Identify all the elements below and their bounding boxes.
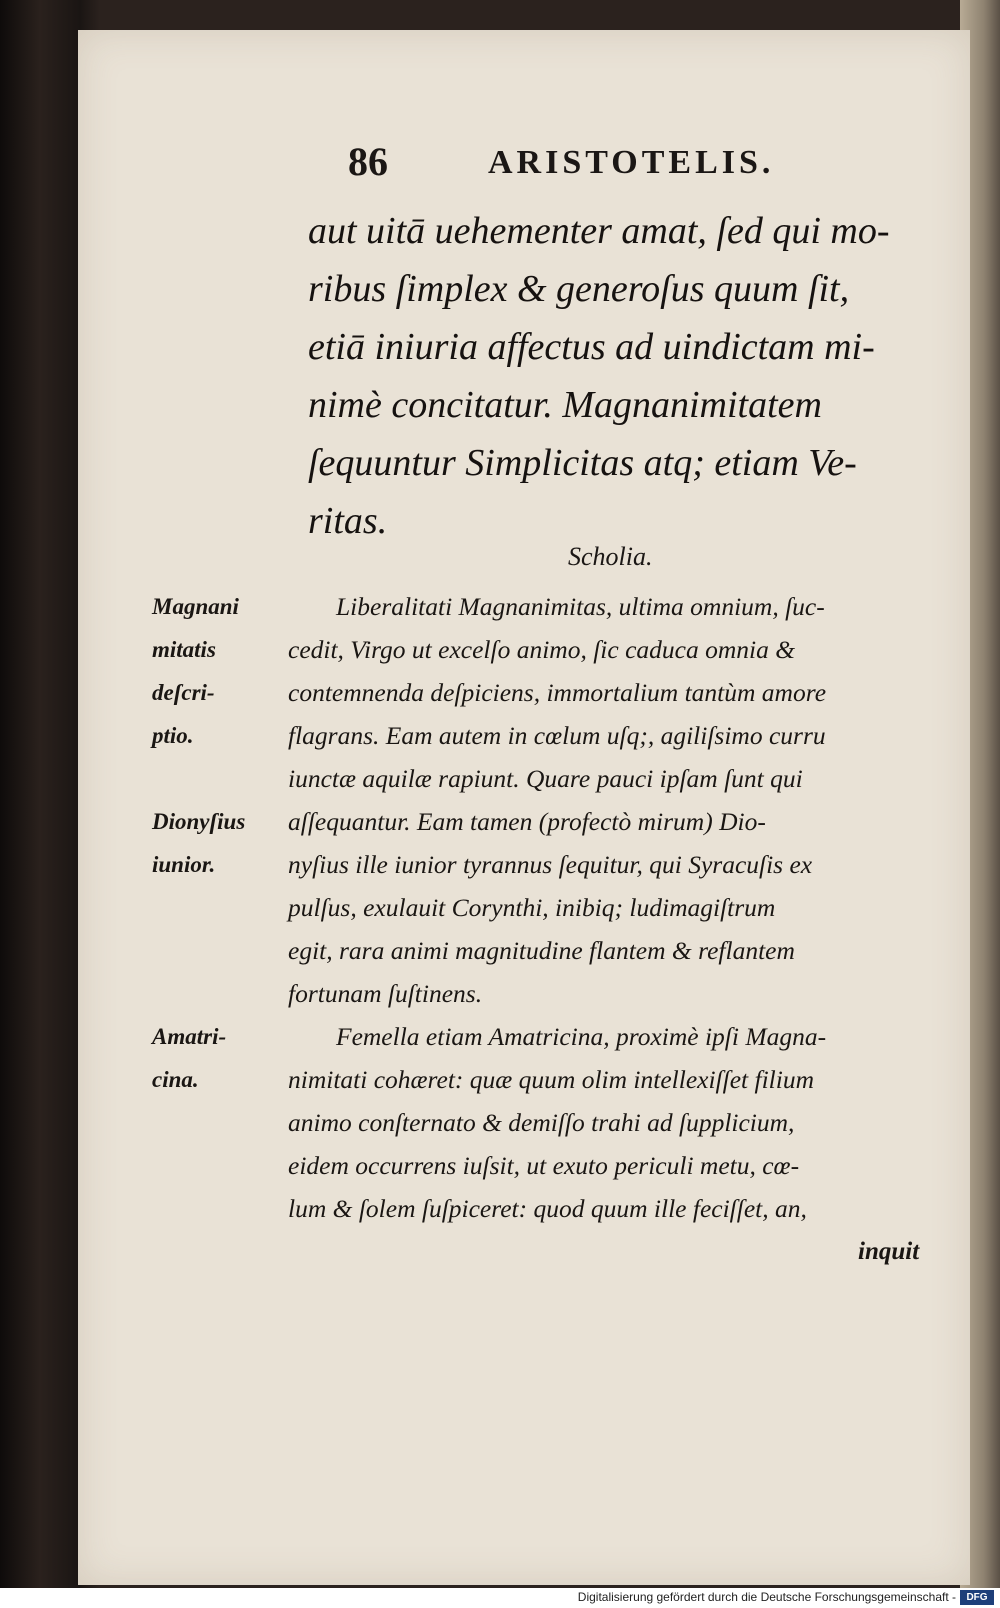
scholia-line: nimitati cohæret: quæ quum olim intellexiſſet filium [288, 1065, 814, 1094]
margin-note-line: Magnani [152, 594, 239, 619]
page-content [78, 30, 970, 1585]
book-page [78, 30, 970, 1585]
margin-note-line: cina. [152, 1067, 199, 1092]
margin-note-line: Dionyſius [152, 809, 246, 834]
scholia-heading: Scholia. [568, 542, 653, 571]
margin-note-line: mitatis [152, 637, 216, 662]
scholia-line: eidem occurrens iuſsit, ut exuto periculi metu, cœ- [288, 1151, 800, 1180]
scholia-line: pulſus, exulauit Corynthi, inibiq; ludimagiſtrum [288, 893, 776, 922]
scholia-line: flagrans. Eam autem in cœlum uſq;, agiliſsimo curru [288, 721, 826, 750]
scholia-line: Femella etiam Amatricina, proximè ipſi Magna- [336, 1022, 827, 1051]
running-title: ARISTOTELIS. [488, 144, 775, 181]
main-text-line: ribus ſimplex & generoſus quum ſit, [308, 268, 850, 310]
scholia-line: egit, rara animi magnitudine flantem & reflantem [288, 936, 795, 965]
scholia-line: iunctæ aquilæ rapiunt. Quare pauci ipſam ſunt qui [288, 764, 803, 793]
scholia-text-block [288, 585, 948, 1230]
margin-note-dionysius [152, 800, 282, 886]
margin-note-magnanimitatis [152, 585, 282, 757]
page-number: 86 [348, 139, 388, 184]
dfg-logo: DFG [960, 1590, 994, 1605]
scholia-line: animo conſternato & demiſſo trahi ad ſupplicium, [288, 1108, 795, 1137]
main-text-line: aut uitā uehementer amat, ſed qui mo- [308, 210, 890, 252]
scholia-line: nyſius ille iunior tyrannus ſequitur, qui Syracuſis ex [288, 850, 813, 879]
scholia-line: fortunam ſuſtinens. [288, 979, 483, 1008]
main-text-line: nimè concitatur. Magnanimitatem [308, 384, 822, 426]
main-text-block [308, 202, 938, 550]
main-text-line: ſequuntur Simplicitas atq; etiam Ve- [308, 442, 857, 484]
margin-note-line: iunior. [152, 852, 216, 877]
scholia-line: contemnenda deſpiciens, immortalium tantùm amore [288, 678, 827, 707]
main-text-line: etiā iniuria affectus ad uindictam mi- [308, 326, 875, 368]
scholia-line: cedit, Virgo ut excelſo animo, ſic caduca omnia & [288, 635, 796, 664]
scholia-line: Liberalitati Magnanimitas, ultima omnium, ſuc- [336, 592, 825, 621]
margin-note-line: Amatri- [152, 1024, 227, 1049]
scholia-line: lum & ſolem ſuſpiceret: quod quum ille feciſſet, an, [288, 1194, 807, 1223]
margin-note-line: ptio. [152, 723, 194, 748]
digitization-footer [0, 1588, 1000, 1608]
margin-note-line: deſcri- [152, 680, 215, 705]
footer-credit: Digitalisierung gefördert durch die Deutsche Forschungsgemeinschaft - [577, 1590, 956, 1604]
catchword: inquit [858, 1238, 920, 1265]
margin-note-amatricina [152, 1015, 282, 1101]
main-text-line: ritas. [308, 500, 388, 542]
page-header [348, 138, 908, 198]
scholia-line: aſſequantur. Eam tamen (profectò mirum) Dio- [288, 807, 766, 836]
